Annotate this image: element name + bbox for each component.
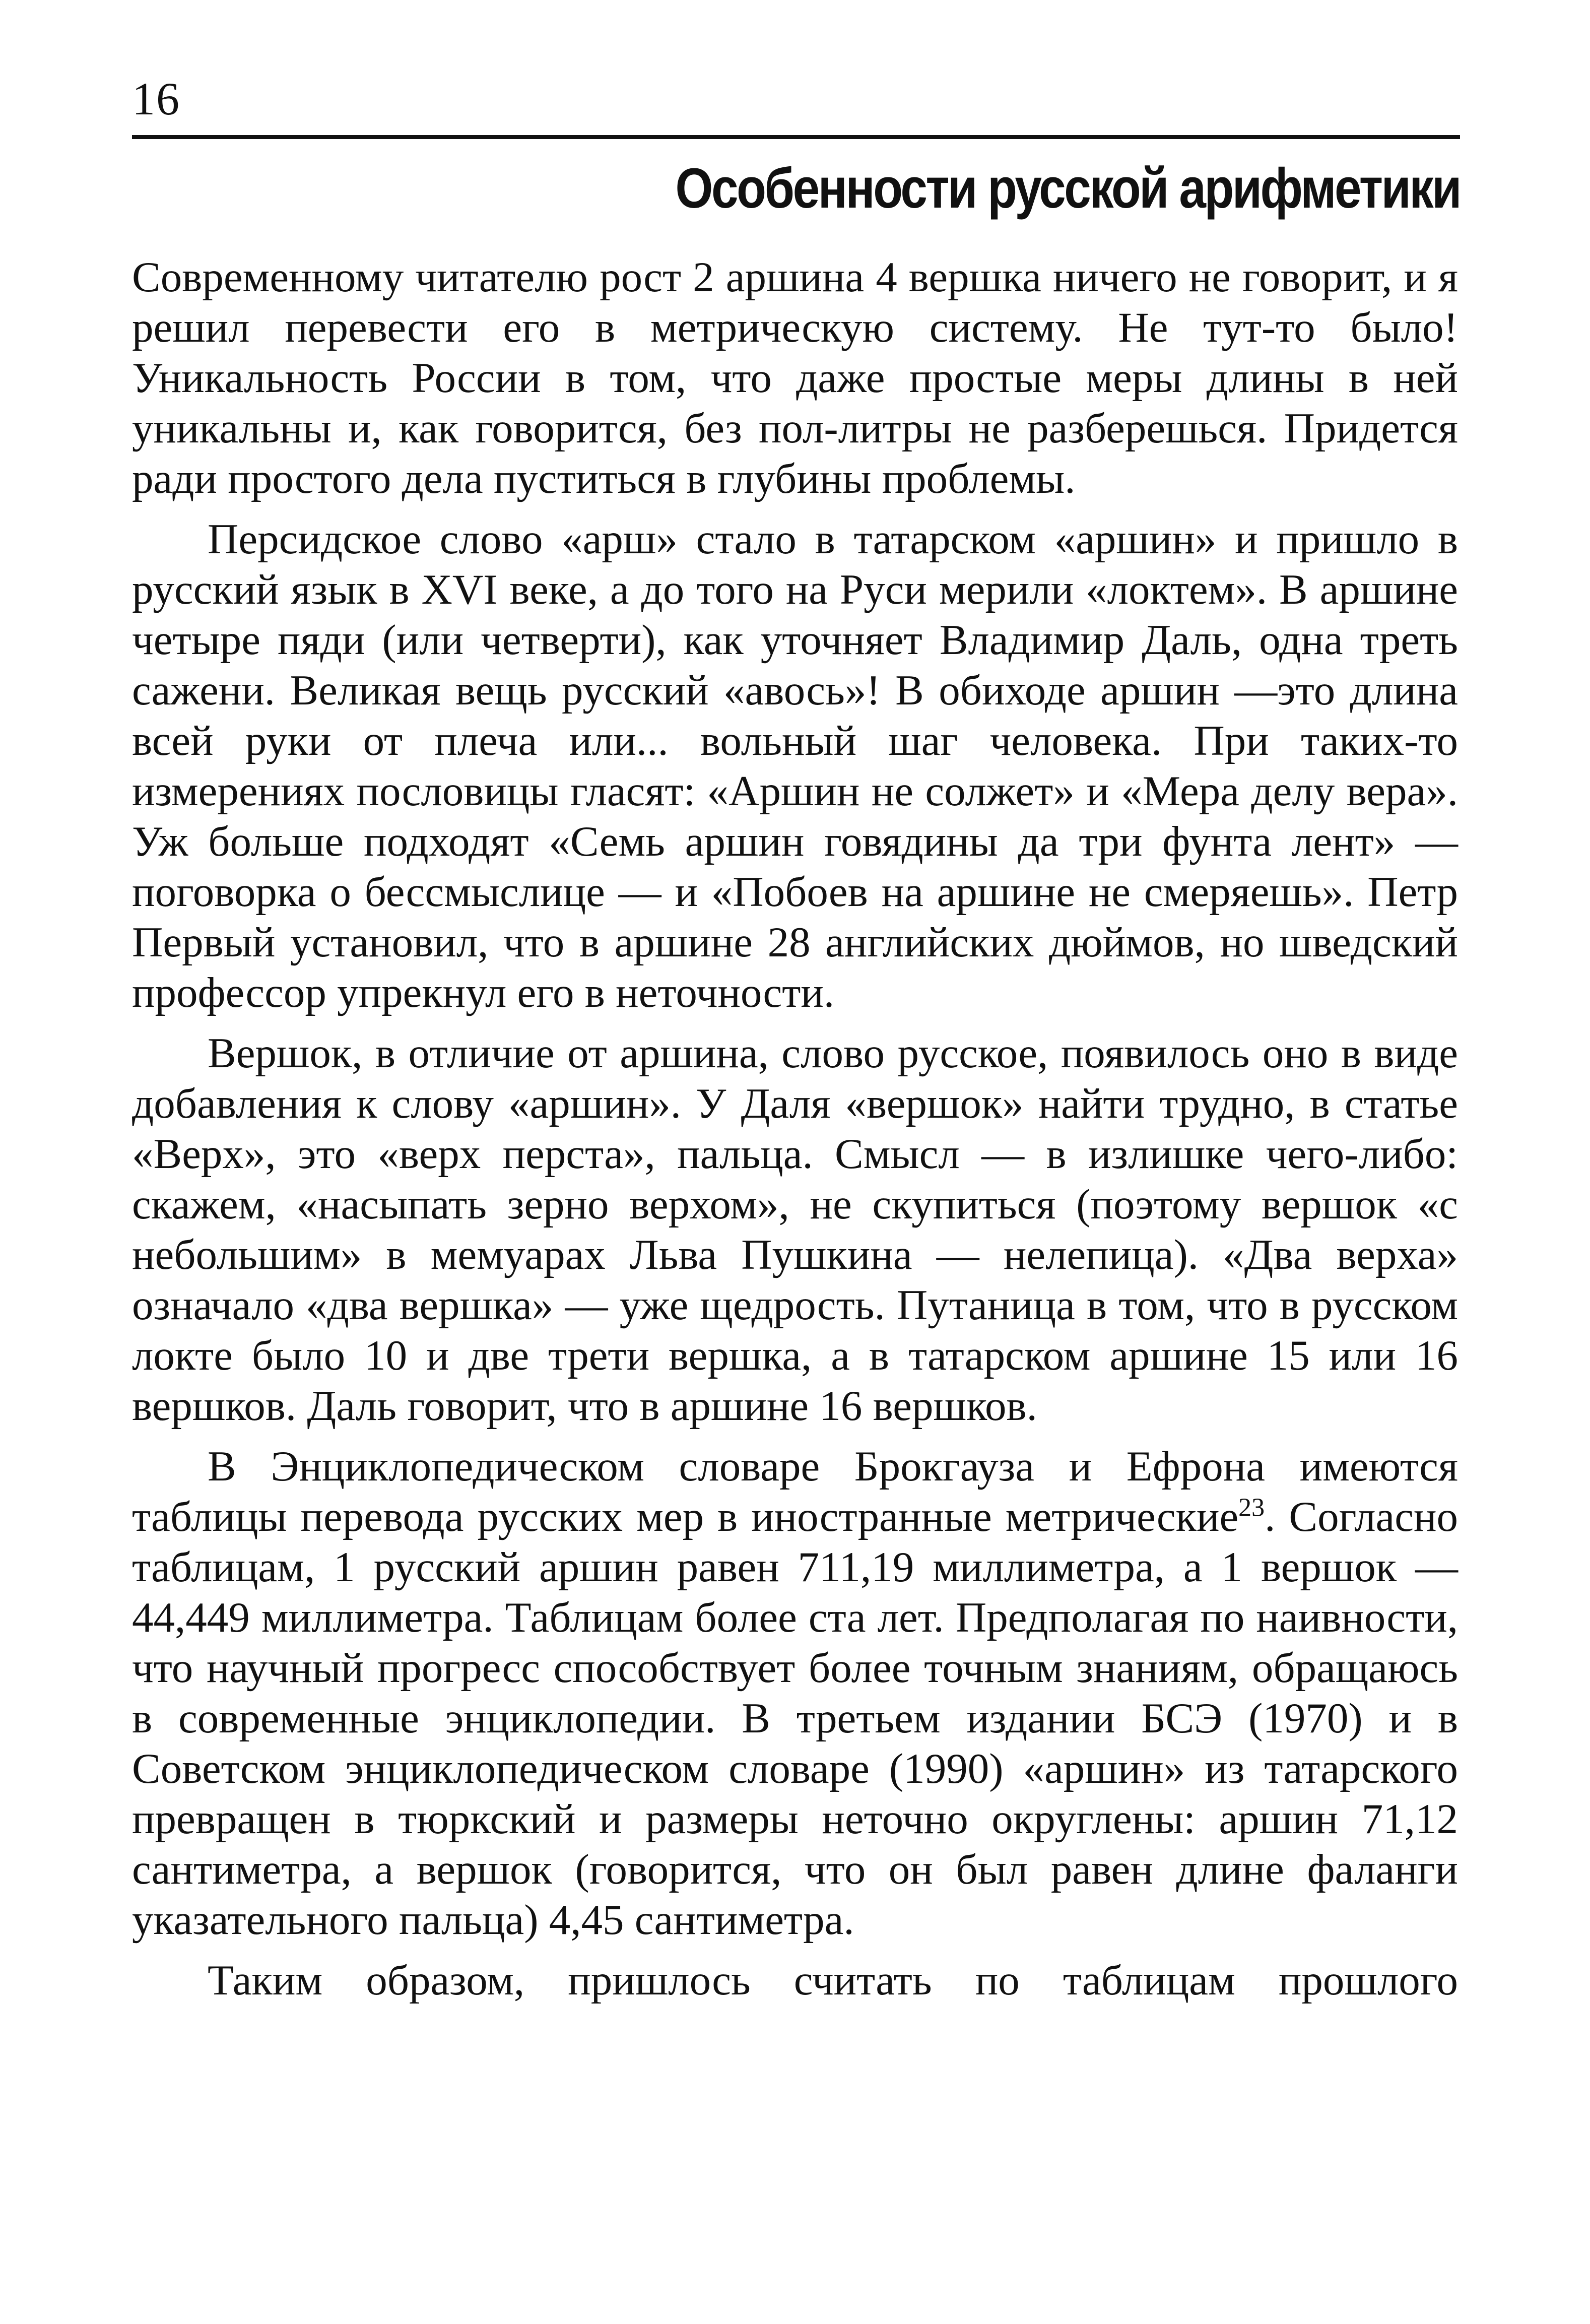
footnote-ref-23[interactable]: 23 [1238,1493,1265,1522]
chapter-title: Особенности русской арифметики [675,157,1460,220]
paragraph-4-text-after: . Согласно таблицам, 1 русский аршин равен 711,19 миллиметра, а 1 вершок — 44,449 миллиметра. Таблицам более ста лет. Предполагая по наивности, что научный прогресс способствует более точным знаниям, обращаюсь в современные энциклопедии. В третьем издании БСЭ (1970) и в Советском энциклопедическом словаре (1990) «аршин» из татарского превращен в тюркский и размеры неточно округлены: аршин 71,12 сантиметра, а вершок (говорится, что он был равен длине фаланги указательного пальца) 4,45 сантиметра. [132,1493,1458,1944]
paragraph-3: Вершок, в отличие от аршина, слово русское, появилось оно в виде добавления к слову «аршин». У Даля «вершок» найти трудно, в статье «Верх», это «верх перста», пальца. Смысл — в излишке чего-либо: скажем, «насыпать зерно верхом», не скупиться (поэтому вершок «с небольшим» в мемуарах Льва Пушкина — нелепица). «Два верха» означало «два вершка» — уже щедрость. Путаница в том, что в русском локте было 10 и две трети вершка, а в татарском аршине 15 или 16 вершков. Даль говорит, что в аршине 16 вершков. [132,1029,1458,1430]
paragraph-5: Таким образом, пришлось считать по таблицам прошлого [208,1957,1458,2004]
paragraph-4 [132,1441,1458,1945]
paragraph-1: Современному читателю рост 2 аршина 4 вершка ничего не говорит, и я решил перевести его в метрическую систему. Не тут-то было! Уникальность России в том, что даже простые меры длины в ней уникальны и, как говорится, без пол-литры не разберешься. Придется ради простого дела пуститься в глубины проблемы. [132,253,1458,502]
header-rule [132,135,1460,139]
paragraph-4-text-before: В Энциклопедическом словаре Брокгауза и Ефрона имеются таблицы перевода русских мер в иностранные метрические [132,1443,1458,1540]
body-text [132,252,1458,2016]
paragraph-2: Персидское слово «арш» стало в татарском «аршин» и пришло в русский язык в XVI веке, а до того на Руси мерили «локтем». В аршине четыре пяди (или четверти), как уточняет Владимир Даль, одна треть сажени. Великая вещь русский «авось»! В обиходе аршин —это длина всей руки от плеча или... вольный шаг человека. При таких-то измерениях пословицы гласят: «Аршин не солжет» и «Мера делу вера». Уж больше подходят «Семь аршин говядины да три фунта лент» — поговорка о бессмыслице — и «Побоев на аршине не смеряешь». Петр Первый установил, что в аршине 28 английских дюймов, но шведский профессор упрекнул его в неточности. [132,515,1458,1016]
page-number: 16 [132,73,180,124]
